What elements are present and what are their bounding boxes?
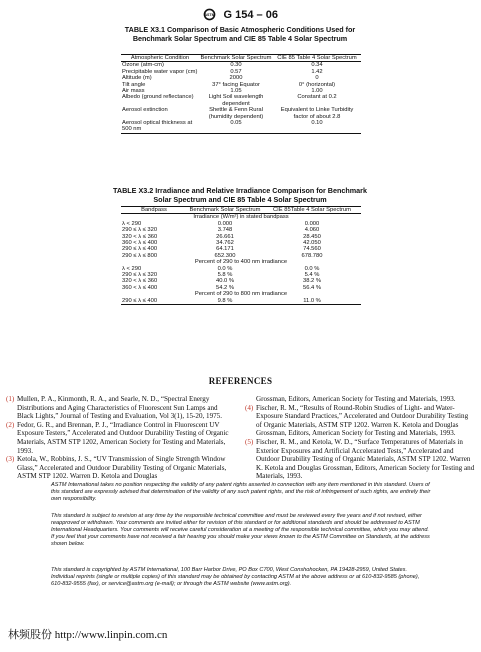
table-cell: 34.762 <box>216 240 234 247</box>
document-number: G 154 – 06 <box>223 8 278 21</box>
table-x32 <box>121 206 361 305</box>
table-cell: 0.30 <box>230 62 242 69</box>
table-cell: 290 ≤ λ ≤ 800 <box>122 252 158 259</box>
table-cell: 1.00 <box>311 88 323 95</box>
reference-number: (4) <box>245 403 254 412</box>
table-cell: 290 ≤ λ ≤ 320 <box>122 272 158 279</box>
table-cell: 2000 <box>229 75 243 82</box>
table-cell: λ < 290 <box>122 265 142 272</box>
table-cell: Aerosol extinction <box>122 107 168 114</box>
table-cell: 5.8 % <box>217 272 233 279</box>
table-section-row <box>121 214 361 221</box>
table-x31-caption: TABLE X3.1 Comparison of Basic Atmospheric Conditions Used for Benchmark Solar Spectrum and CIE 85 Table 4 Solar Spectrum <box>124 25 356 43</box>
table-cell: 0.57 <box>230 68 242 75</box>
table-cell: 56.4 % <box>302 284 322 291</box>
table-cell: 5.4 % <box>304 272 320 279</box>
table-cell: Air mass <box>122 88 145 95</box>
table-cell: 678.780 <box>301 252 323 259</box>
table-x32-col-bandpass: Bandpass <box>141 207 167 213</box>
table-cell: Tilt angle <box>122 81 146 88</box>
table-cell: Equivalent to Linke Turbidity factor of about 2.8 <box>280 107 354 120</box>
table-x32-col-cie: CIE 85Table 4 Solar Spectrum <box>273 207 351 213</box>
page-header <box>0 6 481 24</box>
table-cell: 360 < λ ≤ 400 <box>122 240 158 247</box>
reference-number: (5) <box>245 437 254 446</box>
table-cell: Aerosol optical thickness at 500 nm <box>122 120 193 133</box>
table-cell: Precipitable water vapor (cm) <box>122 68 198 75</box>
svg-text:ASTM: ASTM <box>204 13 215 18</box>
reference-text: Fischer, R. M., “Results of Round-Robin Studies of Light- and Water-Exposure Standard Practices,” Accelerated and Outdoor Durability Testing of Organic Materials, ASTM STP 1202. Warren K. Ketola and Douglas Grossman, Editors, American Society for Testing and Materials, 1993. <box>256 403 469 438</box>
table-cell: Light Soil wavelength dependent <box>208 94 264 107</box>
table-cell: 320 < λ ≤ 360 <box>122 233 158 240</box>
astm-logo-icon <box>203 8 216 21</box>
notice-copyright: This standard is copyrighted by ASTM International, 100 Barr Harbor Drive, PO Box C700, West Conshohocken, PA 19428-2959, United States. Individual reprints (single or multiple copies) of this standard may be obtained by contacting ASTM at the above address or at 610-832-9585 (phone), 610-832-9555 (fax), or service@astm.org (e-mail); or through the ASTM website (www.astm.org). <box>51 567 420 587</box>
reference-item <box>245 438 475 481</box>
reference-text: Fedor, G. R., and Brennan, P. J., “Irradiance Control in Fluorescent UV Exposure Testers,” Accelerated and Outdoor Durability Testing of Organic Materials, ASTM STP 1202, American Society for Testing and Materials, 1993. <box>17 420 229 455</box>
table-cell: 290 ≤ λ ≤ 400 <box>122 246 158 253</box>
references-column-left <box>6 395 232 481</box>
table-x31-col-condition: Atmospheric Condition <box>130 55 190 61</box>
table-cell: 9.8 % <box>217 297 233 304</box>
table-cell: 42.050 <box>303 240 321 247</box>
table-cell: 0.0 % <box>217 265 233 272</box>
reference-text: Ketola, W., Robbins, J. S., “UV Transmission of Single Strength Window Glass,” Accelerated and Outdoor Durability Testing of Organic Materials, ASTM STP 1202. Warren D. Ketola and Douglas <box>17 455 227 481</box>
table-x31-body <box>121 62 361 133</box>
table-section-label: Irradiance (W/m²) in stated bandpass <box>193 214 289 221</box>
table-row <box>121 298 361 305</box>
references-column-right <box>245 395 475 481</box>
reference-text: Mullen, P. A., Kinmonth, R. A., and Searle, N. D., “Spectral Energy Distributions and Aging Characteristics of Fluorescent Sun Lamps and Black Lights,” Journal of Testing and Evaluation, Vol 3(1), 15-20, 1975. <box>17 395 222 421</box>
table-cell: 1.05 <box>230 88 242 95</box>
table-row <box>121 107 361 120</box>
reference-text: Fischer, R. M., and Ketola, W. D., “Surface Temperatures of Materials in Exterior Exposures and Artificial Accelerated Tests,” Accelerated and Outdoor Durability Testing of Organic Materials, ASTM STP 1202. Warren K. Ketola and Douglas Grossman, Editors, American Society for Testing and Materials, 1993. <box>256 437 475 481</box>
table-cell: 3.748 <box>217 227 233 234</box>
reference-item <box>6 421 232 455</box>
table-cell: 0.000 <box>217 220 233 227</box>
table-section-label: Percent of 290 to 800 nm irradiance <box>194 291 288 298</box>
table-cell: 0.34 <box>311 62 323 69</box>
reference-item <box>245 404 475 438</box>
references-heading: REFERENCES <box>208 376 273 386</box>
reference-number: (2) <box>6 420 15 429</box>
reference-continuation: Grossman, Editors, American Society for Testing and Materials, 1993. <box>256 395 456 403</box>
table-cell: 26.661 <box>216 233 234 240</box>
reference-item <box>6 455 232 481</box>
table-cell: 0 <box>315 75 319 82</box>
table-cell: 40.0 % <box>215 278 235 285</box>
table-x32-body <box>121 214 361 305</box>
table-cell: 0.10 <box>311 120 323 127</box>
table-cell: 1.42 <box>311 68 323 75</box>
table-cell: 290 ≤ λ ≤ 400 <box>122 297 158 304</box>
table-row <box>121 120 361 133</box>
notice-patent: ASTM International takes no position respecting the validity of any patent rights asserted in connection with any item mentioned in this standard. Users of this standard are expressly advised that determination of the validity of any such patent rights, and the risk of infringement of such rights, are entirely their own responsibility. <box>51 482 431 502</box>
table-row <box>121 62 361 69</box>
table-cell: 28.450 <box>303 233 321 240</box>
table-cell: 38.2 % <box>302 278 322 285</box>
table-x31-header-row <box>121 55 361 62</box>
table-x31-col-cie: CIE 85 Table 4 Solar Spectrum <box>277 55 357 61</box>
table-cell: 64.171 <box>216 246 234 253</box>
table-cell: Ozone (atm-cm) <box>122 62 164 69</box>
table-cell: 360 < λ ≤ 400 <box>122 284 158 291</box>
table-x32-header-row <box>121 207 361 214</box>
table-cell: 11.0 % <box>303 297 321 304</box>
table-cell: Albedo (ground reflectance) <box>122 94 194 101</box>
reference-item <box>6 395 232 421</box>
table-x32-col-benchmark: Benchmark Solar Spectrum <box>189 207 261 213</box>
table-cell: 0° (horizontal) <box>298 81 336 88</box>
table-cell: 54.2 % <box>215 284 235 291</box>
reference-number: (1) <box>6 395 15 403</box>
table-cell: 290 ≤ λ ≤ 320 <box>122 227 158 234</box>
table-cell: 4.060 <box>304 227 320 234</box>
table-cell: Shettle & Fenn Rural (humidity dependent) <box>208 107 264 120</box>
table-x31-col-benchmark: Benchmark Solar Spectrum <box>200 55 272 61</box>
table-cell: λ < 290 <box>122 220 142 227</box>
table-x32-caption: TABLE X3.2 Irradiance and Relative Irradiance Comparison for Benchmark Solar Spectrum and CIE 85 Table 4 Solar Spectrum <box>113 186 367 204</box>
table-section-label: Percent of 290 to 400 nm irradiance <box>194 259 288 266</box>
table-cell: 74.560 <box>303 246 321 253</box>
table-cell: 0.05 <box>230 120 242 127</box>
table-cell: 37° facing Equator <box>212 81 260 88</box>
footer-watermark: 林频股份 http://www.linpin.com.cn <box>8 629 168 641</box>
reference-number: (3) <box>6 455 15 464</box>
table-cell: 652.300 <box>214 252 236 259</box>
table-cell: 0.000 <box>304 220 320 227</box>
notice-revision: This standard is subject to revision at any time by the responsible technical committee and must be reviewed every five years and if not revised, either reapproved or withdrawn. Your comments are invited either for revision of this standard or for additional standards and should be addressed to ASTM International Headquarters. Your comments will receive careful consideration at a meeting of the responsible technical committee, which you may attend. If you feel that your comments have not received a fair hearing you should make your views known to the ASTM Committee on Standards, at the address shown below. <box>51 513 430 547</box>
table-cell: Altitude (m) <box>122 75 152 82</box>
table-cell: Constant at 0.2 <box>297 94 337 101</box>
table-x31 <box>121 54 361 134</box>
table-cell: 0.0 % <box>304 265 320 272</box>
table-cell: 320 < λ ≤ 360 <box>122 278 158 285</box>
table-row <box>121 94 361 107</box>
